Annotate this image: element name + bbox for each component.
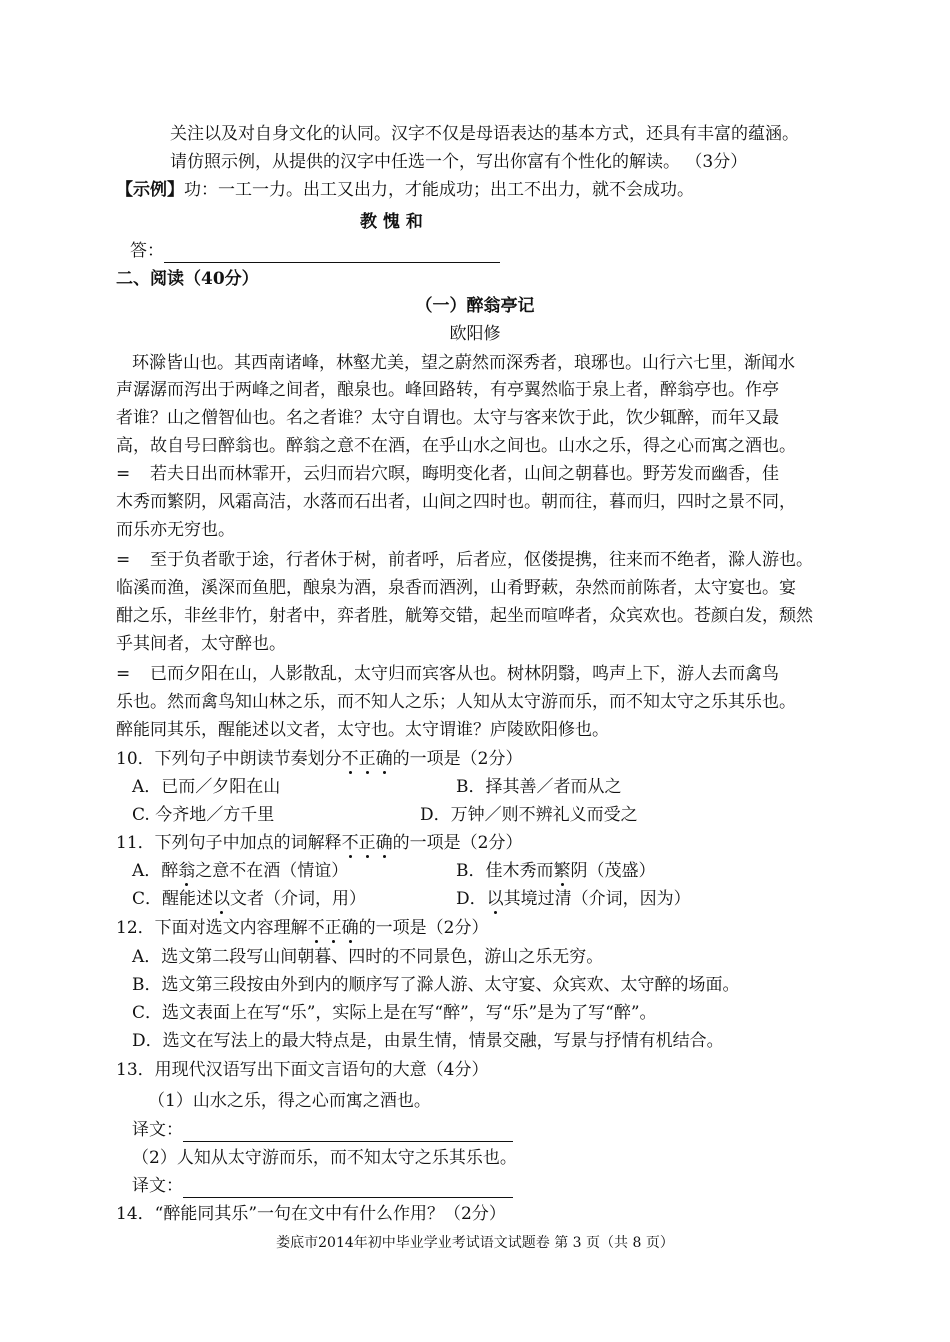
q12-option-c: C．选文表面上在写“乐”，实际上是在写“醉”，写“乐”是为了写“醉”。 (132, 1003, 657, 1023)
q13-sentence-1: （1）山水之乐，得之心而寓之酒也。 (148, 1091, 431, 1111)
q11-option-c: C．醒能述以文者（介词，用） (132, 889, 367, 909)
example-text: 功：一工一力。出工又出力，才能成功；出工不出力，就不会成功。 (184, 180, 694, 200)
q12-option-d: D．选文在写法上的最大特点是，由景生情，情景交融，写景与抒情有机结合。 (132, 1031, 724, 1051)
passage-line: 乎其间者，太守醉也。 (116, 634, 286, 654)
passage-line: 若夫日出而林霏开，云归而岩穴暝，晦明变化者，山间之朝暮也。野芳发而幽香，佳 (150, 464, 779, 484)
translation-blank[interactable] (183, 1179, 513, 1198)
answer-label: 答： (130, 241, 164, 261)
q12-option-a: A．选文第二段写山间朝暮、四时的不同景色，游山之乐无穷。 (132, 947, 604, 967)
emphasis-char: 翁 (178, 861, 196, 881)
example-tag: 【示例】 (116, 180, 184, 200)
passage-author: 欧阳修 (449, 324, 501, 344)
emphasis-char: 正 (324, 918, 342, 938)
para-mark: = (116, 664, 131, 684)
passage-line: 临溪而渔，溪深而鱼肥，酿泉为酒，泉香而酒洌，山肴野蔌，杂然而前陈者，太守宴也。宴 (116, 578, 796, 598)
page-footer: 娄底市2014年初中毕业学业考试语文试题卷 第 3 页（共 8 页） (276, 1235, 674, 1251)
passage-line: 木秀而繁阴，风霜高洁，水落而石出者，山间之四时也。朝而往，暮而归，四时之景不同， (116, 492, 796, 512)
q10-option-c: C. 今齐地／方千里 (132, 805, 275, 825)
q12-option-b: B．选文第三段按由外到内的顺序写了滁人游、太守宴、众宾欢、太守醉的场面。 (132, 975, 740, 995)
passage-line: 声潺潺而泻出于两峰之间者，酿泉也。峰回路转，有亭翼然临于泉上者，醉翁亭也。作亭 (116, 380, 779, 400)
q11-stem: 11．下列句子中加点的词解释不正确的一项是（2分） (116, 833, 523, 853)
emphasis-char: 正 (358, 833, 376, 853)
answer-blank[interactable] (164, 244, 500, 263)
emphasis-char: 正 (358, 749, 376, 769)
passage-line: 者谁？山之僧智仙也。名之者谁？太守自谓也。太守与客来饮于此，饮少辄醉，而年又最 (116, 408, 779, 428)
q12-stem: 12．下面对选文内容理解不正确的一项是（2分） (116, 918, 489, 938)
emphasis-char: 不 (341, 749, 359, 769)
q13-answer-row-2 (132, 1174, 513, 1198)
intro-line-2: 请仿照示例，从提供的汉字中任选一个，写出你富有个性化的解读。 （3分） (170, 152, 748, 172)
passage-line: 环滁皆山也。其西南诸峰，林壑尤美，望之蔚然而深秀者，琅琊也。山行六七里，渐闻水 (132, 353, 795, 373)
passage-title: （一）醉翁亭记 (415, 296, 535, 316)
q13-sentence-2: （2）人知从太守游而乐，而不知太守之乐其乐也。 (132, 1148, 517, 1168)
emphasis-char: 确 (375, 749, 393, 769)
emphasis-char: 以 (213, 889, 231, 909)
q10-option-b: B．择其善／者而从之 (456, 777, 622, 797)
emphasis-char: 繁 (553, 861, 571, 881)
q11-option-d: D．以其境过清（介词，因为） (456, 889, 691, 909)
q10-option-d: D．万钟／则不辨礼义而受之 (420, 805, 638, 825)
emphasis-char: 不 (341, 833, 359, 853)
translation-label: 译文： (132, 1120, 183, 1140)
passage-line: 酣之乐，非丝非竹，射者中，弈者胜，觥筹交错，起坐而喧哗者，众宾欢也。苍颜白发，颓然 (116, 606, 813, 626)
section-title: 二、阅读（40分） (116, 269, 259, 289)
passage-line: 醉能同其乐，醒能述以文者，太守也。太守谓谁？庐陵欧阳修也。 (116, 720, 609, 740)
passage-line: 而乐亦无穷也。 (116, 520, 235, 540)
passage-line: 乐也。然而禽鸟知山林之乐，而不知人之乐；人知从太守游而乐，而不知太守之乐其乐也。 (116, 692, 796, 712)
q10-option-a: A．已而／夕阳在山 (132, 777, 281, 797)
q14-stem: 14．“醉能同其乐”一句在文中有什么作用？（2分） (116, 1204, 506, 1224)
intro-line-1: 关注以及对自身文化的认同。汉字不仅是母语表达的基本方式，还具有丰富的蕴涵。 (170, 124, 799, 144)
para-mark: = (116, 464, 131, 484)
emphasis-char: 不 (307, 918, 325, 938)
candidate-chars: 教 愧 和 (360, 212, 423, 232)
passage-line: 至于负者歌于途，行者休于树，前者呼，后者应，伛偻提携，往来而不绝者，滁人游也。 (150, 550, 813, 570)
q10-stem: 10．下列句子中朗读节奏划分不正确的一项是（2分） (116, 749, 523, 769)
translation-blank[interactable] (183, 1123, 513, 1142)
passage-line: 已而夕阳在山，人影散乱，太守归而宾客从也。树林阴翳，鸣声上下，游人去而禽鸟 (150, 664, 779, 684)
para-mark: = (116, 550, 131, 570)
answer-row (130, 239, 500, 263)
emphasis-char: 确 (341, 918, 359, 938)
emphasis-char: 确 (375, 833, 393, 853)
q11-option-b: B．佳木秀而繁阴（茂盛） (456, 861, 656, 881)
example-line (116, 178, 694, 202)
passage-line: 高，故自号曰醉翁也。醉翁之意不在酒，在乎山水之间也。山水之乐，得之心而寓之酒也。 (116, 436, 796, 456)
emphasis-char: 以 (486, 889, 504, 909)
q11-option-a: A．醉翁之意不在酒（情谊） (132, 861, 349, 881)
q13-answer-row-1 (132, 1118, 513, 1142)
translation-label: 译文： (132, 1176, 183, 1196)
q13-stem: 13．用现代汉语写出下面文言语句的大意（4分） (116, 1060, 489, 1080)
